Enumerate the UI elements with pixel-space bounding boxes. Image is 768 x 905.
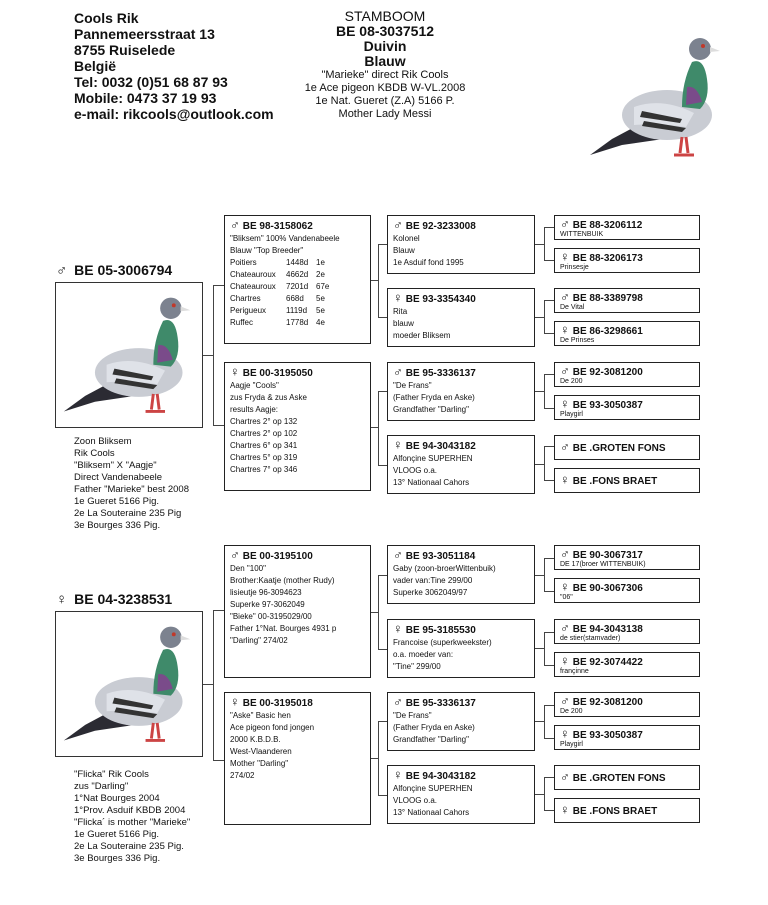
g4-box: ♂ BE 90-3067317 DE 17(broer WITTENBUIK) [554, 545, 700, 570]
connector [371, 612, 378, 613]
connector [535, 794, 544, 795]
connector [203, 684, 213, 685]
header-title: STAMBOOM [344, 8, 426, 24]
connector [544, 632, 545, 665]
connector [544, 408, 554, 409]
great-grandparent-b: ♀ BE 93-3354340 Rita blauw moeder Bliksem [387, 288, 535, 347]
main-pigeon-image [582, 22, 732, 172]
header-note: "Marieke" direct Rik Cools [321, 69, 449, 81]
connector [378, 244, 387, 245]
male-icon: ♂ [56, 262, 68, 279]
great-grandparent-h: ♀ BE 94-3043182 Alfonçine SUPERHEN VLOOG o.a. 13° Nationaal Cahors [387, 765, 535, 824]
result-row: Poitiers 1448d 1e [230, 258, 325, 267]
great-grandparent-a: ♂ BE 92-3233008 Kolonel Blauw 1e Asduif fond 1995 [387, 215, 535, 274]
female-icon: ♀ [560, 396, 570, 411]
dam-description: "Flicka" Rik Cools zus "Darling" 1°Nat Bourges 2004 1°Prov. Asduif KBDB 2004 "Flicka´ is mother "Marieke" 1e Gueret 5166 Pig. 2e La Souteraine 235 Pig. 3e Bourges 336 Pig. [74, 769, 191, 864]
sire-photo [55, 282, 203, 428]
g4-box: ♀ BE 90-3067306 "06" [554, 578, 700, 603]
female-icon: ♀ [393, 437, 403, 452]
g4-box: ♀ BE 86-3298661 De Prinses [554, 321, 700, 346]
g4-box: ♀ BE .FONS BRAET [554, 468, 700, 493]
header-note: Mother Lady Messi [338, 108, 432, 120]
connector [378, 721, 387, 722]
g4-box: ♀ BE 92-3074422 françinne [554, 652, 700, 677]
header-sex: Duivin [363, 38, 407, 54]
connector [544, 705, 554, 706]
connector [213, 285, 214, 425]
connector [213, 425, 224, 426]
connector [544, 810, 554, 811]
male-icon: ♂ [560, 439, 570, 454]
connector [544, 333, 554, 334]
female-icon: ♀ [393, 767, 403, 782]
male-icon: ♂ [560, 693, 570, 708]
owner-name: Cools Rik [74, 10, 139, 26]
connector [535, 721, 544, 722]
connector [378, 649, 387, 650]
connector [544, 558, 554, 559]
result-row: Chateauroux 4662d 2e [230, 270, 325, 279]
female-icon: ♀ [560, 726, 570, 741]
g4-box: ♂ BE 88-3389798 De Vital [554, 288, 700, 313]
dam-pigeon-image [56, 612, 202, 756]
dam-photo [55, 611, 203, 757]
header-color: Blauw [364, 53, 406, 69]
male-icon: ♂ [393, 694, 403, 709]
male-icon: ♂ [393, 547, 403, 562]
grandparent-sd: ♀ BE 00-3195050 Aagje "Cools" zus Fryda & zus Aske results Aagje: Chartres 2° op 132 Chartres 2° op 102 Chartres 6° op 341 Chartres 5° op 319 Chartres 7° op 346 [224, 362, 371, 491]
result-row: Ruffec 1778d 4e [230, 318, 325, 327]
owner-block [74, 10, 274, 122]
g4-box: ♂ BE 94-3043138 de stier(stamvader) [554, 619, 700, 644]
grandparent-ds: ♂ BE 00-3195100 Den "100" Brother:Kaatje (mother Rudy) lisieutje 96-3094623 Superke 97-3062049 "Bieke" 00-3195029/00 Father 1°Nat. Bourges 4931 p "Darling" 274/02 [224, 545, 371, 678]
female-icon: ♀ [560, 653, 570, 668]
connector [535, 575, 544, 576]
great-grandparent-g: ♂ BE 95-3336137 "De Frans" (Father Fryda en Aske) Grandfather "Darling" [387, 692, 535, 751]
male-icon: ♂ [560, 363, 570, 378]
connector [213, 610, 224, 611]
connector [371, 427, 378, 428]
grandparent-dd: ♀ BE 00-3195018 "Aske" Basic hen Ace pigeon fond jongen 2000 K.B.D.B. West-Vlaanderen Mother "Darling" 274/02 [224, 692, 371, 825]
sire-ring: ♂ BE 05-3006794 [56, 262, 173, 279]
g4-box: ♂ BE 92-3081200 De 200 [554, 362, 700, 387]
connector [378, 575, 387, 576]
female-icon: ♀ [230, 364, 240, 379]
connector [535, 464, 544, 465]
header-note: 1e Ace pigeon KBDB W-VL.2008 [304, 82, 466, 94]
connector [378, 244, 379, 317]
female-icon: ♀ [393, 290, 403, 305]
g4-box: ♀ BE .FONS BRAET [554, 798, 700, 823]
connector [544, 446, 554, 447]
connector [378, 575, 379, 649]
great-grandparent-e: ♂ BE 93-3051184 Gaby (zoon-broerWittenbuik) vader van:Tine 299/00 Superke 3062049/97 [387, 545, 535, 604]
female-icon: ♀ [230, 694, 240, 709]
connector [378, 317, 387, 318]
connector [535, 391, 544, 392]
connector [213, 760, 224, 761]
connector [203, 355, 213, 356]
great-grandparent-c: ♂ BE 95-3336137 "De Frans" (Father Fryda en Aske) Grandfather "Darling" [387, 362, 535, 421]
male-icon: ♂ [230, 547, 240, 562]
g4-box: ♀ BE 88-3206173 Prinsesje [554, 248, 700, 273]
female-icon: ♀ [560, 249, 570, 264]
owner-street: Pannemeersstraat 13 [74, 26, 215, 42]
connector [544, 558, 545, 591]
connector [544, 738, 554, 739]
male-icon: ♂ [393, 217, 403, 232]
g4-box: ♀ BE 93-3050387 Playgirl [554, 395, 700, 420]
connector [213, 610, 214, 760]
connector [544, 777, 554, 778]
male-icon: ♂ [560, 620, 570, 635]
g4-box: ♂ BE .GROTEN FONS [554, 435, 700, 460]
male-icon: ♂ [560, 289, 570, 304]
connector [544, 777, 545, 810]
result-row: Chateauroux 7201d 67e [230, 282, 330, 291]
great-grandparent-f: ♀ BE 95-3185530 Francoise (superkweekster) o.a. moeder van: "Tine" 299/00 [387, 619, 535, 678]
female-icon: ♀ [560, 802, 570, 817]
g4-box: ♂ BE 92-3081200 De 200 [554, 692, 700, 717]
male-icon: ♂ [230, 217, 240, 232]
grandparent-ss: ♂ BE 98-3158062 "Bliksem" 100% Vandenabeele Blauw "Top Breeder" Poitiers 1448d 1e Chateauroux 4662d 2e Chateauroux 7201d 67e Chartres 668d 5e Perigueux 1119d 5e Ruffec 1778d 4e [224, 215, 371, 344]
connector [544, 374, 545, 408]
male-icon: ♂ [393, 364, 403, 379]
female-icon: ♀ [560, 579, 570, 594]
connector [378, 391, 387, 392]
header-ring: BE 08-3037512 [335, 23, 435, 39]
connector [544, 300, 554, 301]
g4-box: ♂ BE .GROTEN FONS [554, 765, 700, 790]
pedigree-header [270, 8, 500, 121]
header-note: 1e Nat. Gueret (Z.A) 5166 P. [315, 95, 455, 107]
connector [378, 721, 379, 795]
connector [535, 244, 544, 245]
male-icon: ♂ [560, 216, 570, 231]
connector [544, 632, 554, 633]
connector [371, 758, 378, 759]
owner-city: 8755 Ruiselede [74, 42, 176, 58]
female-icon: ♀ [393, 621, 403, 636]
owner-email: e-mail: rikcools@outlook.com [74, 106, 274, 122]
connector [544, 260, 554, 261]
connector [544, 374, 554, 375]
connector [535, 648, 544, 649]
connector [544, 227, 554, 228]
dam-ring: ♀ BE 04-3238531 [56, 591, 173, 608]
owner-tel: Tel: 0032 (0)51 68 87 93 [74, 74, 228, 90]
connector [378, 465, 387, 466]
owner-mobile: Mobile: 0473 37 19 93 [74, 90, 217, 106]
connector [544, 446, 545, 480]
connector [544, 480, 554, 481]
male-icon: ♂ [560, 769, 570, 784]
g4-box: ♂ BE 88-3206112 WITTENBUIK [554, 215, 700, 240]
female-icon: ♀ [560, 322, 570, 337]
result-row: Perigueux 1119d 5e [230, 306, 325, 315]
result-row: Chartres 668d 5e [230, 294, 325, 303]
connector [544, 300, 545, 333]
connector [535, 317, 544, 318]
connector [213, 285, 224, 286]
connector [371, 280, 378, 281]
male-icon: ♂ [560, 546, 570, 561]
female-icon: ♀ [56, 591, 68, 608]
owner-country: België [74, 58, 117, 74]
connector [544, 665, 554, 666]
connector [378, 391, 379, 465]
g4-box: ♀ BE 93-3050387 Playgirl [554, 725, 700, 750]
great-grandparent-d: ♀ BE 94-3043182 Alfonçine SUPERHEN VLOOG o.a. 13° Nationaal Cahors [387, 435, 535, 494]
connector [378, 795, 387, 796]
female-icon: ♀ [560, 472, 570, 487]
connector [544, 227, 545, 260]
sire-description: Zoon Bliksem Rik Cools "Bliksem" X "Aagje" Direct Vandenabeele Father "Marieke" best 2008 1e Gueret 5166 Pig. 2e La Souteraine 235 Pig 3e Bourges 336 Pig. [74, 436, 189, 531]
connector [544, 705, 545, 738]
sire-pigeon-image [56, 283, 202, 427]
connector [544, 591, 554, 592]
